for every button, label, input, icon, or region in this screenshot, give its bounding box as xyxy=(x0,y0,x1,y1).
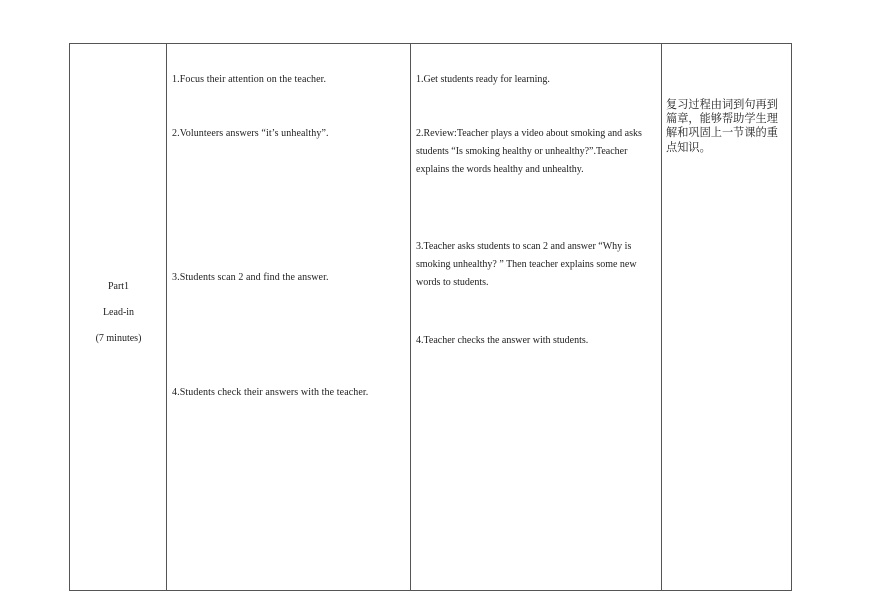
student-activity-2: 2.Volunteers answers “it’s unhealthy”. xyxy=(172,128,329,139)
part-column xyxy=(70,44,167,590)
lesson-plan-table xyxy=(69,43,792,591)
student-activity-4: 4.Students check their answers with the teacher. xyxy=(172,387,369,398)
teacher-activities-column xyxy=(411,44,662,590)
student-activity-1: 1.Focus their attention on the teacher. xyxy=(172,74,327,85)
part-name: Part1 xyxy=(107,281,130,292)
teacher-activity-4: 4.Teacher checks the answer with students. xyxy=(416,335,589,346)
teacher-activity-1: 1.Get students ready for learning. xyxy=(416,74,550,85)
design-intent-column xyxy=(662,44,793,590)
student-activity-3: 3.Students scan 2 and find the answer. xyxy=(172,272,329,283)
student-activities-column xyxy=(167,44,411,590)
teacher-activity-3: 3.Teacher asks students to scan 2 and answer “Why is smoking unhealthy? ” Then teacher explains some new words to students. xyxy=(416,241,637,288)
part-duration: (7 minutes) xyxy=(95,333,142,344)
part-stage: Lead-in xyxy=(102,307,135,318)
design-note: 复习过程由词到句再到篇章，能够帮助学生理解和巩固上一节课的重点知识。 xyxy=(666,98,778,154)
teacher-activity-2: 2.Review:Teacher plays a video about smoking and asks students “Is smoking healthy or unhealthy?”.Teacher explains the words healthy and unhealthy. xyxy=(416,128,642,175)
